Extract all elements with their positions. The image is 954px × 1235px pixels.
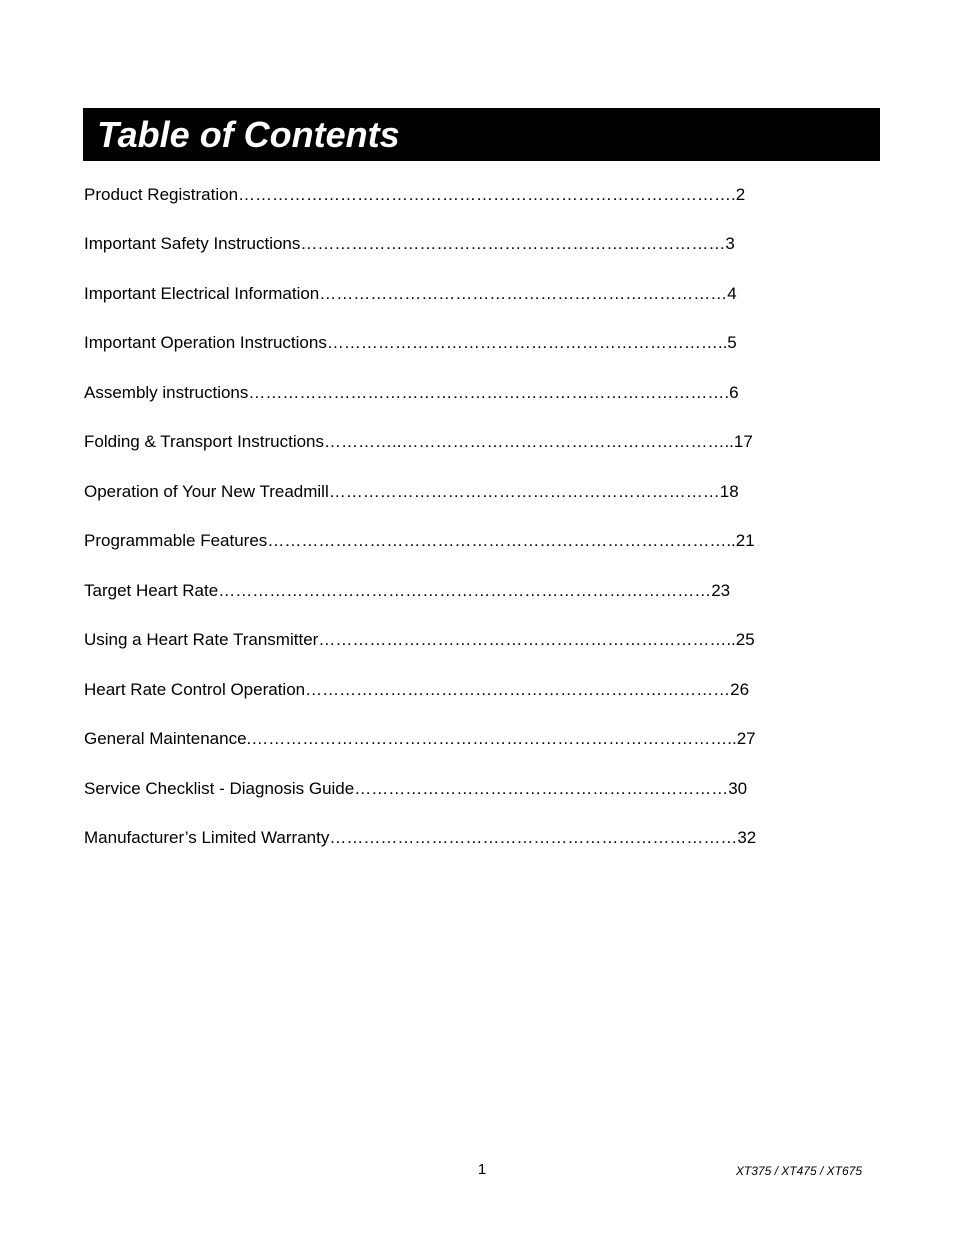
toc-entry-leader: …………………………………………………………………	[305, 680, 731, 699]
toc-entry-page: 4	[727, 284, 737, 303]
toc-entry-important-electrical-information[interactable]	[84, 282, 737, 306]
toc-entry-label: Service Checklist - Diagnosis Guide	[84, 779, 355, 798]
toc-entry-leader: ……………………………………………………………	[328, 482, 720, 501]
toc-entry-leader: …………..…………………………………………………..	[324, 432, 734, 451]
toc-entry-page: 6	[729, 383, 739, 402]
toc-entry-product-registration[interactable]	[84, 183, 745, 207]
page-title: Table of Contents	[97, 114, 400, 155]
toc-entry-heart-rate-transmitter[interactable]	[84, 628, 755, 652]
toc-entry-page: 30	[728, 779, 748, 798]
toc-entry-leader: …………………………………………………………	[354, 779, 729, 798]
title-banner	[83, 108, 880, 161]
toc-entry-label: Target Heart Rate	[84, 581, 219, 600]
toc-entry-leader: ……………………………………………………………..	[326, 333, 728, 352]
toc-entry-leader: .…………………………………………………………………………..	[246, 729, 737, 748]
toc-entry-important-safety-instructions[interactable]	[84, 232, 735, 256]
toc-entry-leader: ………………………………………………………………..	[318, 630, 736, 649]
toc-entry-page: 27	[736, 729, 756, 748]
toc-entry-service-checklist[interactable]	[84, 777, 747, 801]
toc-entry-assembly-instructions[interactable]	[84, 381, 739, 405]
toc-entry-leader: ………………………………………………………………………..	[267, 531, 736, 550]
toc-entry-page: 17	[733, 432, 753, 451]
toc-entry-page: 32	[737, 828, 757, 847]
toc-entry-heart-rate-control-operation[interactable]	[84, 678, 749, 702]
toc-entry-folding-transport-instructions[interactable]	[84, 430, 753, 454]
toc-entry-label: Assembly instructions	[84, 383, 249, 402]
toc-entry-label: Manufacturer’s Limited Warranty	[84, 828, 330, 847]
toc-entry-leader: ………………………………………………………………	[329, 828, 738, 847]
toc-entry-page: 18	[719, 482, 739, 501]
toc-entry-leader: ………………………………………………………………………….	[248, 383, 730, 402]
toc-entry-page: 23	[711, 581, 731, 600]
toc-entry-label: Important Safety Instructions	[84, 234, 301, 253]
toc-entry-leader: …………………………………………………………………	[300, 234, 726, 253]
footer-page-number: 1	[477, 1161, 487, 1178]
toc-entry-page: 21	[735, 531, 755, 550]
toc-entry-limited-warranty[interactable]	[84, 826, 756, 850]
toc-entry-label: Using a Heart Rate Transmitter	[84, 630, 319, 649]
toc-entry-label: Product Registration	[84, 185, 239, 204]
toc-entry-label: Important Electrical Information	[84, 284, 320, 303]
toc-entry-page: 2	[735, 185, 746, 204]
toc-entry-important-operation-instructions[interactable]	[84, 331, 737, 355]
toc-entry-label: Programmable Features	[84, 531, 268, 550]
toc-entry-leader: ……………………………………………………………………………	[218, 581, 712, 600]
toc-entry-general-maintenance[interactable]	[84, 727, 756, 751]
toc-entry-label: General Maintenance	[84, 729, 247, 748]
toc-entry-label: Heart Rate Control Operation	[84, 680, 306, 699]
toc-entry-label: Folding & Transport Instructions	[84, 432, 325, 451]
toc-entry-leader: ………………………………………………………………	[319, 284, 728, 303]
toc-entry-label: Operation of Your New Treadmill	[84, 482, 329, 501]
toc-entry-label: Important Operation Instructions	[84, 333, 327, 352]
toc-entry-page: 25	[735, 630, 755, 649]
toc-entry-operation-of-treadmill[interactable]	[84, 480, 739, 504]
toc-entry-page: 5	[727, 333, 737, 352]
footer-model-numbers: XT375 / XT475 / XT675	[735, 1164, 862, 1178]
toc-entry-page: 26	[730, 680, 750, 699]
toc-entry-programmable-features[interactable]	[84, 529, 755, 553]
toc-entry-target-heart-rate[interactable]	[84, 579, 730, 603]
toc-entry-page: 3	[725, 234, 735, 253]
toc-entry-leader: …………………………………………………………………………….	[238, 185, 736, 204]
